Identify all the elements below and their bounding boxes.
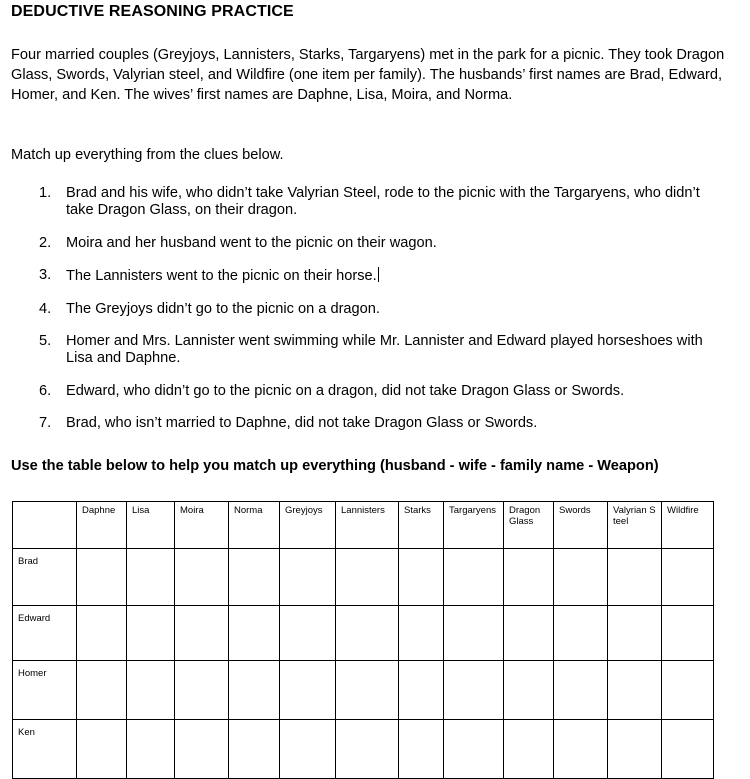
clue-text: The Greyjoys didn’t go to the picnic on a dragon. [66,300,380,317]
grid-cell[interactable] [336,606,399,661]
clue-text: The Lannisters went to the picnic on their horse. [66,268,377,284]
grid-cell[interactable] [662,720,714,779]
row-header: Ken [13,720,77,779]
grid-cell[interactable] [504,720,554,779]
grid-cell[interactable] [175,606,229,661]
grid-cell[interactable] [444,720,504,779]
column-header: Moira [175,502,229,549]
grid-cell[interactable] [608,549,662,606]
grid-cell[interactable] [280,606,336,661]
grid-cell[interactable] [127,661,175,720]
grid-cell[interactable] [175,661,229,720]
grid-cell[interactable] [399,720,444,779]
grid-cell[interactable] [662,606,714,661]
grid-cell[interactable] [127,606,175,661]
grid-cell[interactable] [504,661,554,720]
grid-cell[interactable] [175,720,229,779]
clue-text: Homer and Mrs. Lannister went swimming while Mr. Lannister and Edward played horseshoes with Lisa and Daphne. [66,333,703,366]
clue-number: 1. [39,185,52,201]
grid-cell[interactable] [280,720,336,779]
grid-cell[interactable] [77,606,127,661]
row-header: Brad [13,549,77,606]
column-header: Lannisters [336,502,399,549]
grid-cell[interactable] [662,661,714,720]
clue-item [36,383,726,400]
clue-number: 7. [39,415,52,431]
grid-cell[interactable] [336,549,399,606]
grid-cell[interactable] [280,661,336,720]
grid-cell[interactable] [229,661,280,720]
grid-cell[interactable] [336,661,399,720]
column-header: Daphne [77,502,127,549]
text-cursor [378,267,379,282]
column-header: Swords [554,502,608,549]
clue-item [36,235,726,252]
grid-cell[interactable] [444,549,504,606]
grid-cell[interactable] [77,661,127,720]
column-header: Starks [399,502,444,549]
column-header: Dragon Glass [504,502,554,549]
column-header: Norma [229,502,280,549]
clue-text: Brad, who isn’t married to Daphne, did not take Dragon Glass or Swords. [66,415,538,431]
grid-cell[interactable] [504,606,554,661]
clue-text: Moira and her husband went to the picnic on their wagon. [66,234,437,251]
grid-cell[interactable] [399,606,444,661]
grid-cell[interactable] [504,549,554,606]
clue-list [36,185,726,448]
clue-item [36,301,726,318]
grid-cell[interactable] [175,549,229,606]
grid-cell[interactable] [399,549,444,606]
grid-cell[interactable] [77,720,127,779]
grid-cell[interactable] [662,549,714,606]
clue-text: Edward, who didn’t go to the picnic on a dragon, did not take Dragon Glass or Swords. [66,382,625,399]
grid-cell[interactable] [280,549,336,606]
clue-item [36,415,726,432]
intro-paragraph: Four married couples (Greyjoys, Lannisters, Starks, Targaryens) met in the park for a picnic. They took Dragon Glass, Swords, Valyrian steel, and Wildfire (one item per family). The husbands’ first names are Brad, Edward, Homer, and Ken. The wives’ first names are Daphne, Lisa, Moira, and Norma. [11,47,725,103]
table-row [13,549,714,606]
column-header: Wildfire [662,502,714,549]
grid-cell[interactable] [77,549,127,606]
logic-grid-table [12,501,714,779]
clue-item [36,185,726,219]
match-instruction: Match up everything from the clues below. [11,147,284,163]
grid-cell[interactable] [127,549,175,606]
grid-cell[interactable] [554,606,608,661]
clue-item [36,333,726,367]
clue-number: 6. [39,382,52,399]
column-header: Valyrian Steel [608,502,662,549]
grid-cell[interactable] [229,549,280,606]
table-row [13,661,714,720]
clue-text: Brad and his wife, who didn’t take Valyrian Steel, rode to the picnic with the Targaryens, who didn’t take Dragon Glass, on their dragon. [66,185,700,218]
column-header: Greyjoys [280,502,336,549]
page-title: DEDUCTIVE REASONING PRACTICE [11,3,294,20]
grid-cell[interactable] [608,720,662,779]
table-heading: Use the table below to help you match up everything (husband - wife - family name - Weapon) [11,458,659,474]
grid-cell[interactable] [554,549,608,606]
clue-number: 2. [39,234,52,251]
table-row [13,606,714,661]
corner-cell [13,502,77,549]
column-header: Targaryens [444,502,504,549]
grid-cell[interactable] [608,661,662,720]
row-header: Edward [13,606,77,661]
grid-cell[interactable] [444,606,504,661]
clue-number: 3. [39,267,52,283]
grid-cell[interactable] [608,606,662,661]
grid-cell[interactable] [554,661,608,720]
grid-cell[interactable] [554,720,608,779]
clue-number: 5. [39,333,52,349]
grid-cell[interactable] [229,606,280,661]
column-header: Lisa [127,502,175,549]
row-header: Homer [13,661,77,720]
grid-cell[interactable] [444,661,504,720]
grid-cell[interactable] [127,720,175,779]
grid-cell[interactable] [229,720,280,779]
table-row [13,720,714,779]
clue-number: 4. [39,300,52,317]
clue-item [36,267,726,285]
grid-cell[interactable] [336,720,399,779]
grid-cell[interactable] [399,661,444,720]
